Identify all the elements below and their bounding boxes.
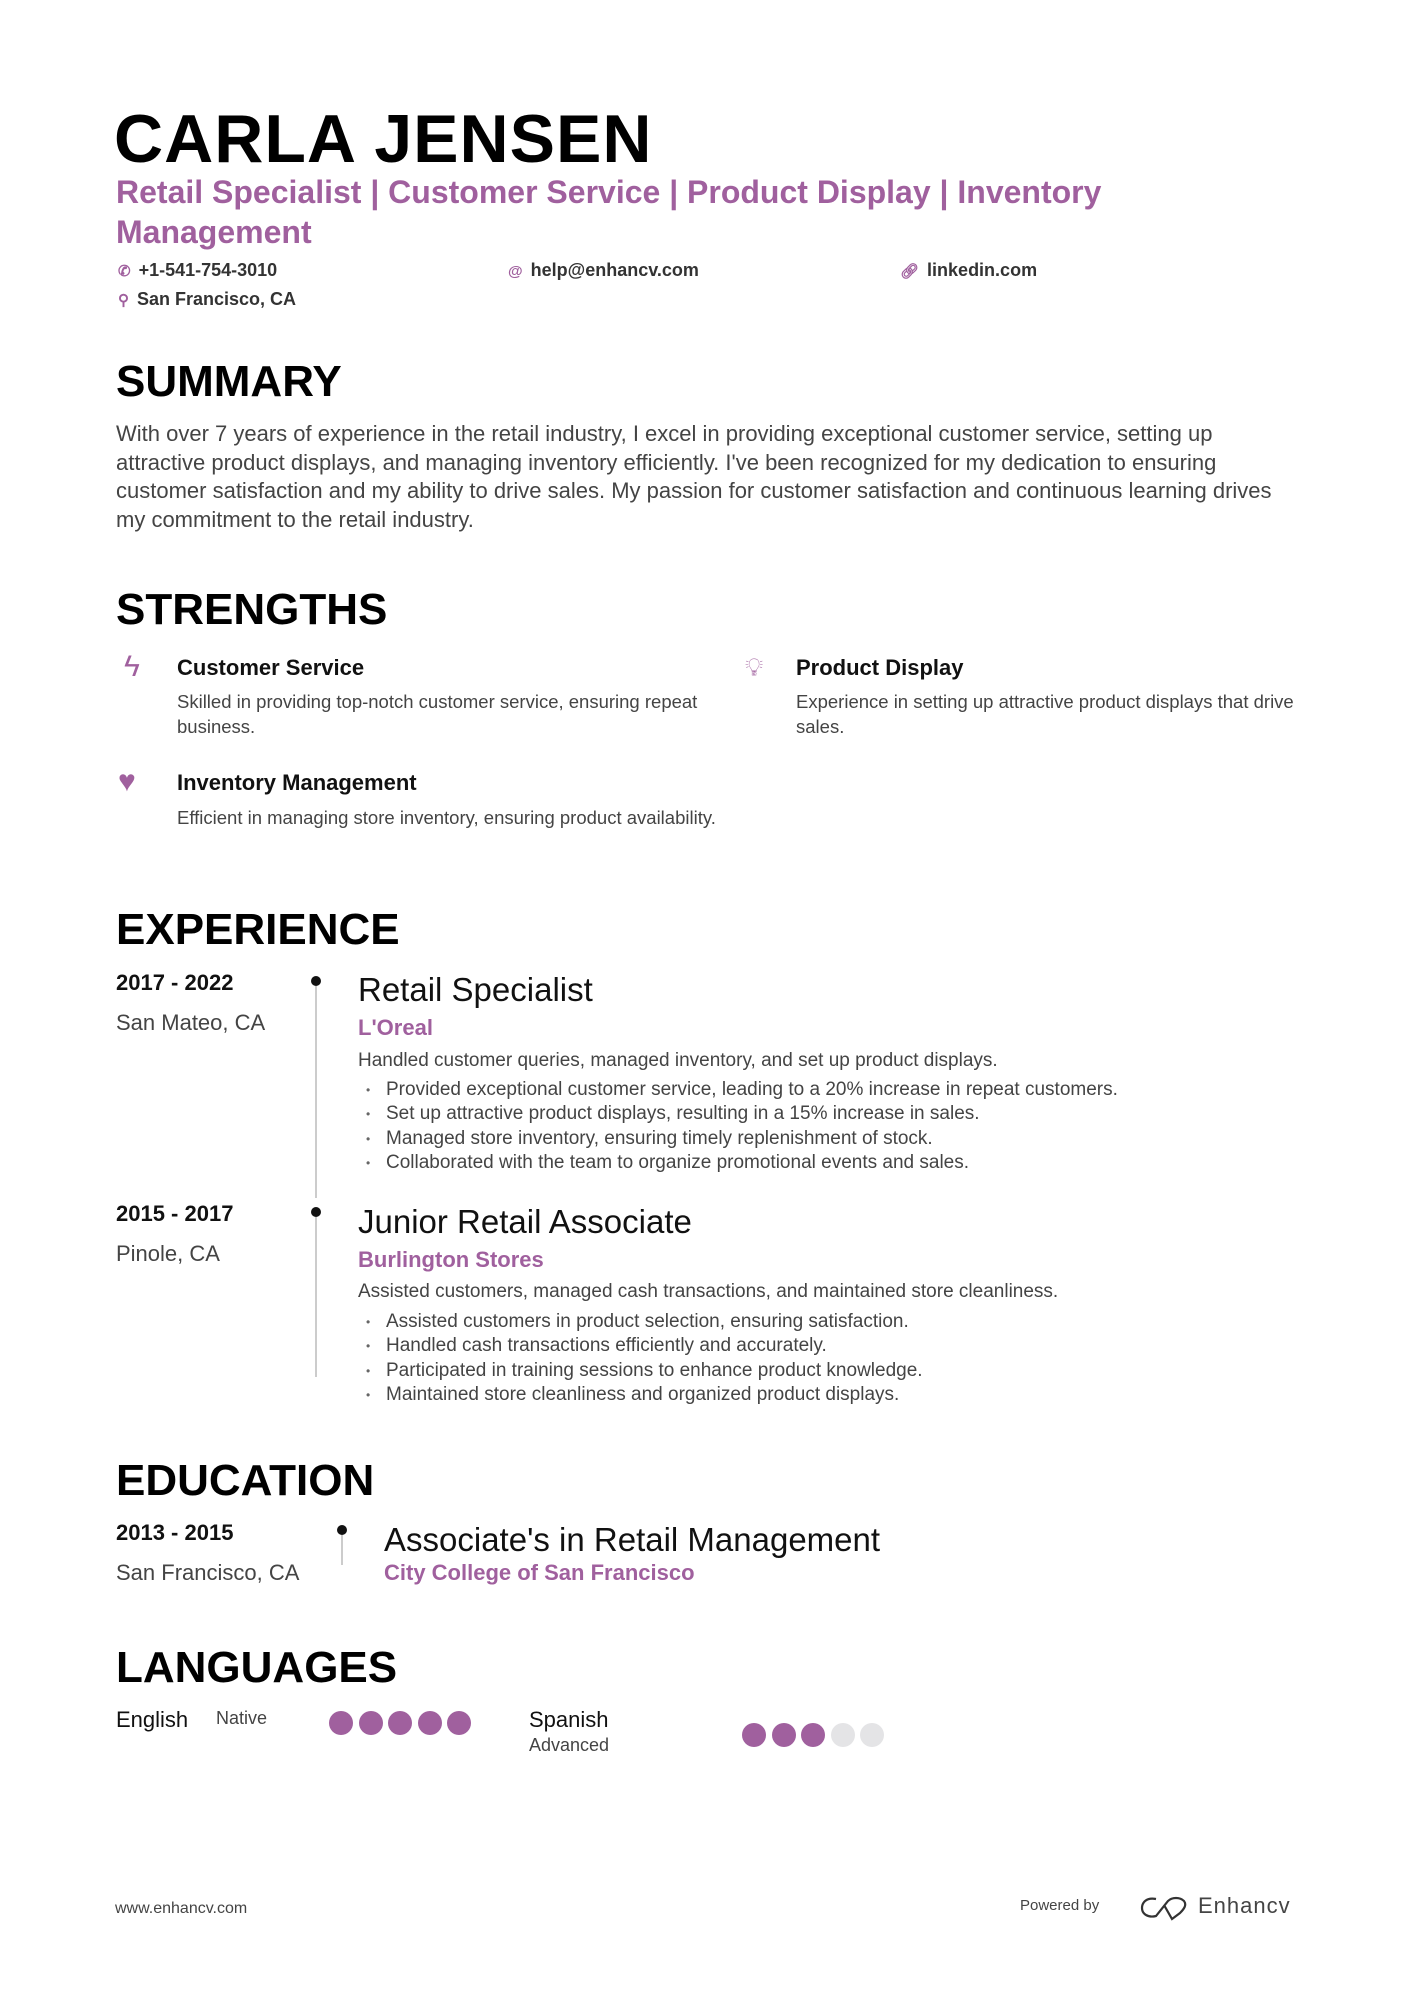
- link-icon: 🔗︎: [900, 263, 920, 280]
- strength-desc: Efficient in managing store inventory, ensuring product availability.: [177, 807, 716, 828]
- job-bullets: [358, 1310, 923, 1407]
- job-location: Pinole, CA: [116, 1241, 220, 1266]
- education-heading: EDUCATION: [116, 1456, 375, 1505]
- job-company: Burlington Stores: [358, 1247, 544, 1272]
- timeline-dot: [311, 1207, 321, 1217]
- job-location: San Mateo, CA: [116, 1010, 266, 1035]
- timeline-dot: [311, 976, 321, 986]
- enhancv-logo-icon: [1140, 1895, 1188, 1921]
- phone-text: +1-541-754-3010: [138, 260, 278, 280]
- at-icon: @: [508, 263, 523, 280]
- summary-heading: SUMMARY: [116, 357, 342, 406]
- rating-dot-filled: [329, 1711, 353, 1735]
- bullet: • Managed store inventory, ensuring timely replenishment of stock.: [358, 1127, 1118, 1151]
- rating-dot-filled: [772, 1723, 796, 1747]
- experience-heading: EXPERIENCE: [116, 905, 400, 954]
- job-description: Assisted customers, managed cash transactions, and maintained store cleanliness.: [358, 1281, 1059, 1302]
- job-title: Retail Specialist: [358, 971, 593, 1008]
- rating-dot-filled: [388, 1711, 412, 1735]
- language-rating: [329, 1711, 477, 1740]
- job-description: Handled customer queries, managed inventory, and set up product displays.: [358, 1050, 998, 1071]
- candidate-subtitle: Retail Specialist | Customer Service | Product Display | Inventory Management: [116, 174, 1102, 250]
- language-name: Spanish: [529, 1707, 609, 1732]
- lightning-icon: ϟ: [124, 650, 140, 683]
- strength-title: Product Display: [796, 655, 964, 680]
- job-dates: 2015 - 2017: [116, 1201, 234, 1226]
- email-text[interactable]: help@enhancv.com: [530, 260, 699, 280]
- website-contact[interactable]: [900, 258, 1037, 284]
- strength-desc: Skilled in providing top-notch customer service, ensuring repeat business.: [177, 691, 698, 737]
- timeline-line: [315, 986, 317, 1198]
- bullet: • Participated in training sessions to enhance product knowledge.: [358, 1359, 923, 1383]
- job-company: L'Oreal: [358, 1015, 433, 1040]
- bullet: • Handled cash transactions efficiently and accurately.: [358, 1334, 923, 1358]
- summary-text: With over 7 years of experience in the retail industry, I excel in providing exceptional customer service, setting up attractive product displays, and managing inventory efficiently. I've been recognized for my dedication to ensuring customer satisfaction and my ability to drive sales. My passion for customer satisfaction and continuous learning drives my commitment to the retail industry.: [116, 421, 1272, 532]
- strengths-heading: STRENGTHS: [116, 585, 388, 634]
- job-bullets: [358, 1078, 1118, 1175]
- bullet: • Set up attractive product displays, resulting in a 15% increase in sales.: [358, 1102, 1118, 1126]
- rating-dot-empty: [831, 1723, 855, 1747]
- phone-icon: ✆: [118, 263, 131, 280]
- bullet: • Maintained store cleanliness and organized product displays.: [358, 1383, 923, 1407]
- location-text: San Francisco, CA: [137, 289, 297, 309]
- strength-title: Customer Service: [177, 655, 365, 680]
- education-dates: 2013 - 2015: [116, 1520, 234, 1545]
- footer-website[interactable]: www.enhancv.com: [115, 1900, 248, 1917]
- language-name: English: [116, 1707, 189, 1732]
- degree-title: Associate's in Retail Management: [384, 1521, 881, 1558]
- bullet: • Collaborated with the team to organize promotional events and sales.: [358, 1151, 1118, 1175]
- candidate-name: CARLA JENSEN: [114, 101, 653, 177]
- rating-dot-filled: [447, 1711, 471, 1735]
- lightbulb-icon: 💡︎: [745, 652, 764, 682]
- timeline-line: [341, 1535, 343, 1565]
- rating-dot-empty: [860, 1723, 884, 1747]
- email-contact[interactable]: [508, 258, 699, 284]
- language-level: Advanced: [529, 1735, 610, 1755]
- bullet: • Assisted customers in product selection, ensuring satisfaction.: [358, 1310, 923, 1334]
- rating-dot-filled: [418, 1711, 442, 1735]
- education-location: San Francisco, CA: [116, 1560, 300, 1585]
- bullet: • Provided exceptional customer service, leading to a 20% increase in repeat customers.: [358, 1078, 1118, 1102]
- heart-icon: ♥: [118, 765, 136, 798]
- job-dates: 2017 - 2022: [116, 970, 234, 995]
- powered-by: Powered by: [1020, 1897, 1100, 1914]
- location-pin-icon: ⚲: [118, 292, 129, 309]
- languages-heading: LANGUAGES: [116, 1643, 398, 1692]
- website-text[interactable]: linkedin.com: [927, 260, 1038, 280]
- strength-title: Inventory Management: [177, 770, 417, 795]
- job-title: Junior Retail Associate: [358, 1203, 692, 1240]
- rating-dot-filled: [742, 1723, 766, 1747]
- location-contact: [118, 287, 296, 313]
- strength-desc: Experience in setting up attractive product displays that drive sales.: [796, 691, 1294, 737]
- timeline-line: [315, 1217, 317, 1377]
- language-level: Native: [216, 1708, 268, 1728]
- language-rating: [742, 1723, 890, 1752]
- enhancv-brand: Enhancv: [1198, 1893, 1291, 1918]
- phone-contact: [118, 258, 277, 284]
- rating-dot-filled: [801, 1723, 825, 1747]
- rating-dot-filled: [359, 1711, 383, 1735]
- timeline-dot: [337, 1525, 347, 1535]
- school-name: City College of San Francisco: [384, 1560, 695, 1585]
